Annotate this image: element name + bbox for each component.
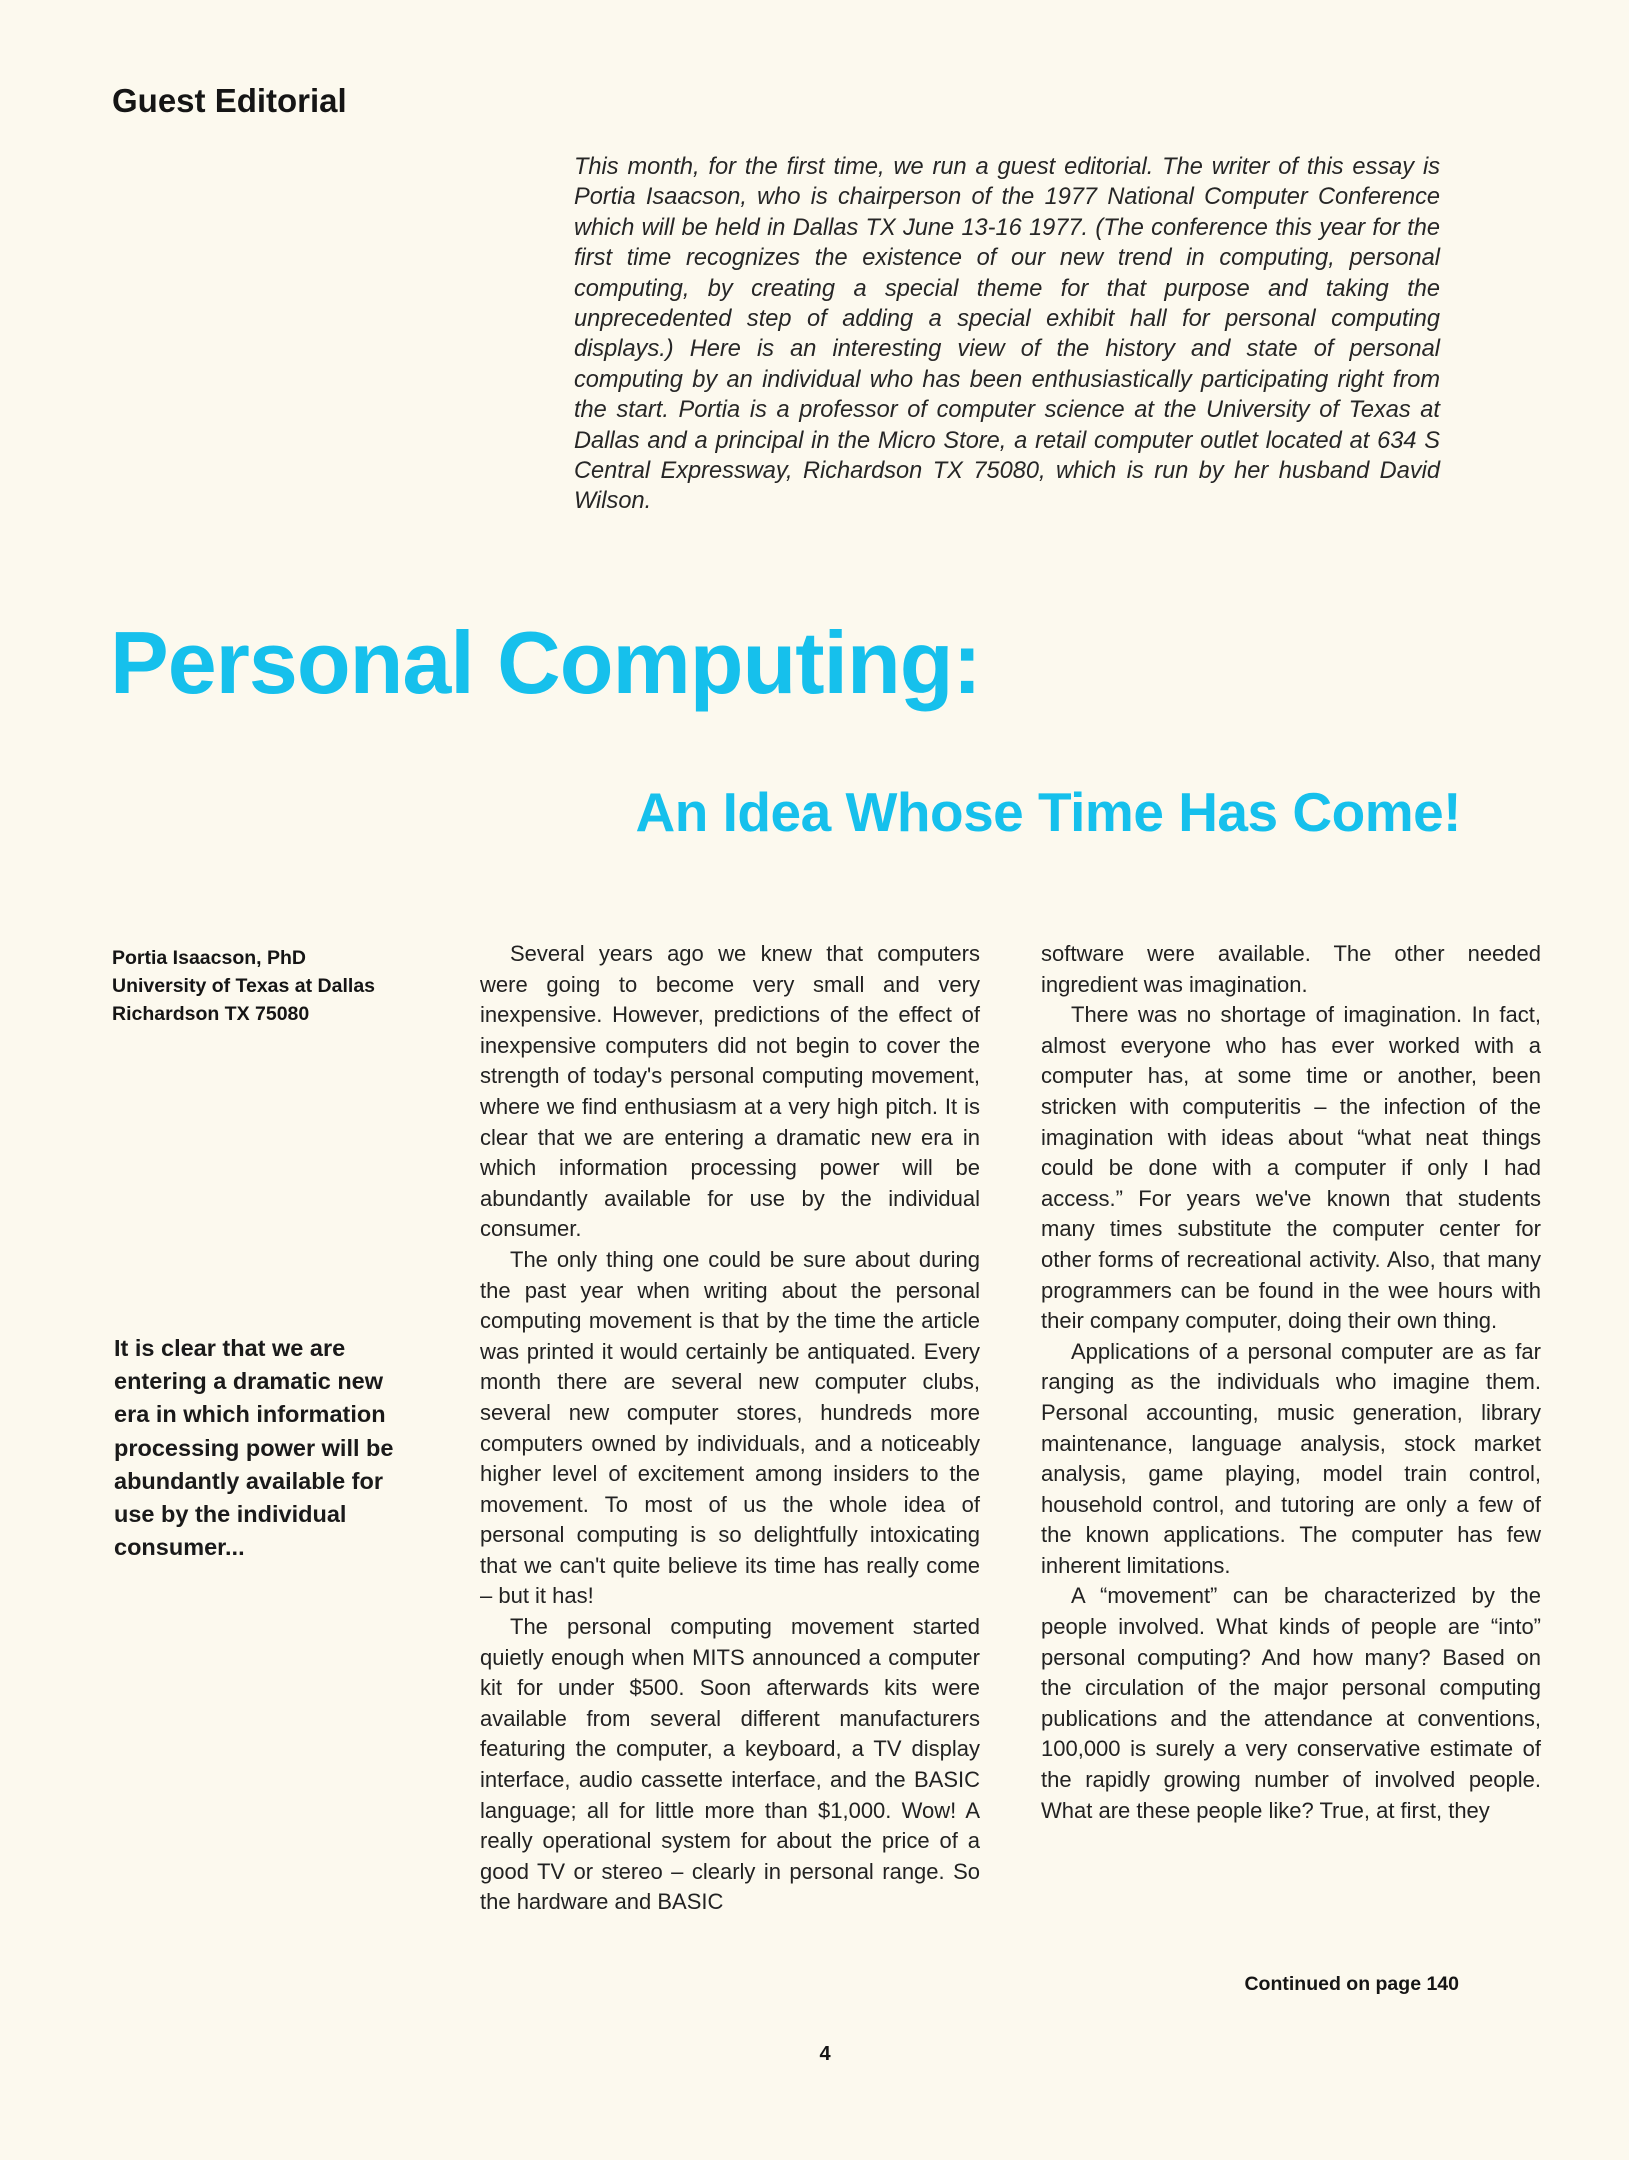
- author-name: Portia Isaacson, PhD: [112, 947, 306, 969]
- body-column-2: [1041, 939, 1541, 1826]
- editor-intro: [574, 152, 1440, 517]
- body-paragraph: software were available. The other needed ingredient was imagination.: [1041, 941, 1541, 997]
- page-number: 4: [819, 2043, 831, 2065]
- author-affiliation: University of Texas at Dallas: [112, 975, 376, 997]
- article-subtitle: An Idea Whose Time Has Come!: [635, 781, 1461, 843]
- body-paragraph: There was no shortage of imagination. In fact, almost everyone who has ever worked with a computer has, at some time or another, been stricken with computeritis – the infection of the imagination with ideas about “what neat things could be done with a computer if only I had access.” For years we've known that students many times substitute the computer center for other forms of recreational activity. Also, that many programmers can be found in the wee hours with their company computer, doing their own thing.: [1041, 1002, 1541, 1334]
- body-paragraph: A “movement” can be characterized by the people involved. What kinds of people are “into” personal computing? And how many? Based on the circulation of the major personal computing publications and the attendance at conventions, 100,000 is surely a very conservative estimate of the rapidly growing number of involved people. What are these people like? True, at first, they: [1041, 1583, 1541, 1823]
- body-paragraph: The only thing one could be sure about during the past year when writing about the personal computing movement is that by the time the article was printed it would certainly be antiquated. Every month there are several new computer clubs, several new computer stores, hundreds more computers owned by individuals, and a noticeably higher level of excitement among insiders to the movement. To most of us the whole idea of personal computing is so delightfully intoxicating that we can't quite believe its time has really come – but it has!: [480, 1246, 980, 1609]
- body-column-1: [480, 939, 980, 1918]
- intro-paragraph: This month, for the first time, we run a guest editorial. The writer of this essay is Portia Isaacson, who is chairperson of the 1977 National Computer Conference which will be held in Dallas TX June 13-16 1977. (The conference this year for the first time recognizes the existence of our new trend in computing, personal computing, by creating a special theme for that purpose and taking the unprecedented step of adding a special exhibit hall for personal computing displays.) Here is an interesting view of the history and state of personal computing by an individual who has been enthusiastically participating right from the start. Portia is a professor of computer science at the University of Texas at Dallas and a principal in the Micro Store, a retail computer outlet located at 634 S Central Expressway, Richardson TX 75080, which is run by her husband David Wilson.: [574, 154, 1440, 515]
- article-title: Personal Computing:: [110, 613, 981, 712]
- pull-quote: It is clear that we are entering a dramatic new era in which information processing power will be abundantly available for use by the individual consumer...: [114, 1335, 394, 1561]
- body-paragraph: Several years ago we knew that computers were going to become very small and very inexpensive. However, predictions of the effect of inexpensive computers did not begin to cover the strength of today's personal computing movement, where we find enthusiasm at a very high pitch. It is clear that we are entering a dramatic new era in which information processing power will be abundantly available for use by the individual consumer.: [480, 941, 980, 1242]
- author-byline: [112, 944, 375, 1028]
- continued-note: Continued on page 140: [1244, 1973, 1459, 1995]
- section-label: Guest Editorial: [112, 82, 347, 119]
- body-paragraph: Applications of a personal computer are as far ranging as the individuals who imagine them. Personal accounting, music generation, library maintenance, language analysis, stock market analysis, game playing, model train control, household control, and tutoring are only a few of the known applications. The computer has few inherent limitations.: [1041, 1338, 1541, 1578]
- author-location: Richardson TX 75080: [112, 1003, 310, 1025]
- body-paragraph: The personal computing movement started quietly enough when MITS announced a computer kit for under $500. Soon afterwards kits were available from several different manufacturers featuring the computer, a keyboard, a TV display interface, audio cassette interface, and the BASIC language; all for little more than $1,000. Wow! A really operational system for about the price of a good TV or stereo – clearly in personal range. So the hardware and BASIC: [480, 1614, 980, 1915]
